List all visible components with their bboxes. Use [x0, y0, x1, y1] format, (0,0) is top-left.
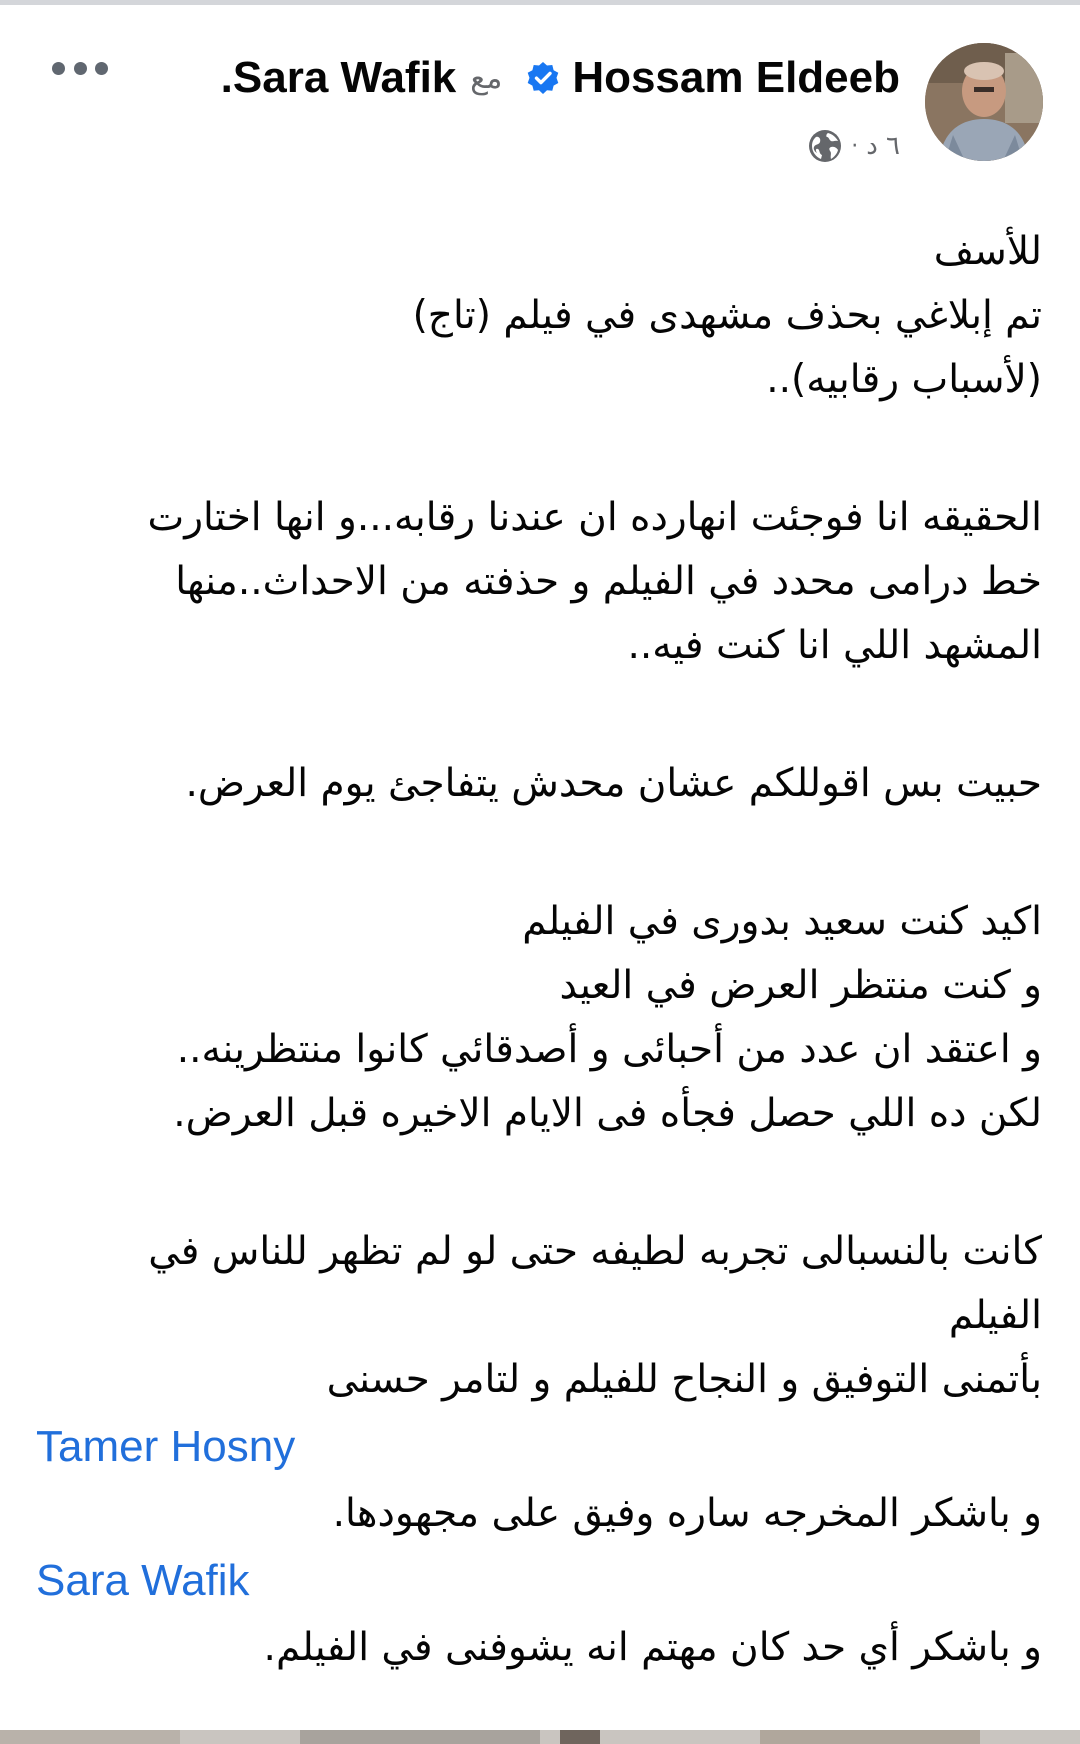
post-line: حبيت بس اقوللكم عشان محدش يتفاجئ يوم العرض. — [185, 761, 1042, 806]
tagged-name[interactable]: Sara Wafik — [232, 53, 457, 102]
post-line: للأسف — [933, 229, 1042, 274]
author-name[interactable]: Hossam Eldeeb — [572, 53, 900, 102]
post-header — [221, 50, 900, 106]
avatar-photo — [925, 43, 1043, 161]
post-line: و اعتقد ان عدد من أحبائى و أصدقائي كانوا منتظرينه.. — [176, 1027, 1042, 1072]
avatar[interactable] — [925, 43, 1043, 161]
post-line: الحقيقه انا فوجئت انهارده ان عندنا رقابه...و انها اختارت — [147, 495, 1042, 540]
post-line: و باشكر أي حد كان مهتم انه يشوفنى في الفيلم. — [263, 1625, 1042, 1670]
post-line: المشهد اللي انا كنت فيه.. — [627, 623, 1042, 668]
more-options-icon — [95, 62, 108, 75]
post-text — [30, 220, 1042, 1680]
post-timestamp[interactable]: ٦ د — [866, 131, 900, 161]
post-line: تم إبلاغي بحذف مشهدى في فيلم (تاج) — [412, 293, 1042, 338]
post-line: بأتمنى التوفيق و النجاح للفيلم و لتامر حسنى — [326, 1357, 1042, 1402]
verified-badge-icon — [526, 61, 560, 95]
post-line: لكن ده اللي حصل فجأه فى الايام الاخيره قبل العرض. — [173, 1091, 1042, 1136]
post-line: و كنت منتظر العرض في العيد — [559, 963, 1042, 1008]
more-options-icon — [52, 62, 65, 75]
post-line: (لأسباب رقابيه).. — [766, 357, 1042, 402]
mention-link-sara-wafik[interactable]: Sara Wafik — [36, 1556, 250, 1605]
post-line: كانت بالنسبالى تجربه لطيفه حتى لو لم تظهر للناس في — [148, 1229, 1042, 1274]
header-period: . — [220, 53, 233, 102]
more-options-button[interactable] — [52, 56, 108, 80]
more-options-icon — [74, 62, 87, 75]
post-line: الفيلم — [948, 1293, 1042, 1338]
mention-link-tamer-hosny[interactable]: Tamer Hosny — [36, 1422, 296, 1471]
bottom-strip — [0, 1730, 1080, 1744]
meta-separator: · — [851, 133, 859, 159]
post-line: خط درامى محدد في الفيلم و حذفته من الاحداث..منها — [175, 559, 1042, 604]
globe-icon[interactable] — [807, 128, 843, 164]
post-line: و باشكر المخرجه ساره وفيق على مجهودها. — [332, 1491, 1042, 1536]
post-meta — [807, 126, 900, 166]
post-line: اكيد كنت سعيد بدورى في الفيلم — [522, 899, 1042, 944]
with-label: مع — [470, 60, 503, 96]
top-divider — [0, 0, 1080, 5]
